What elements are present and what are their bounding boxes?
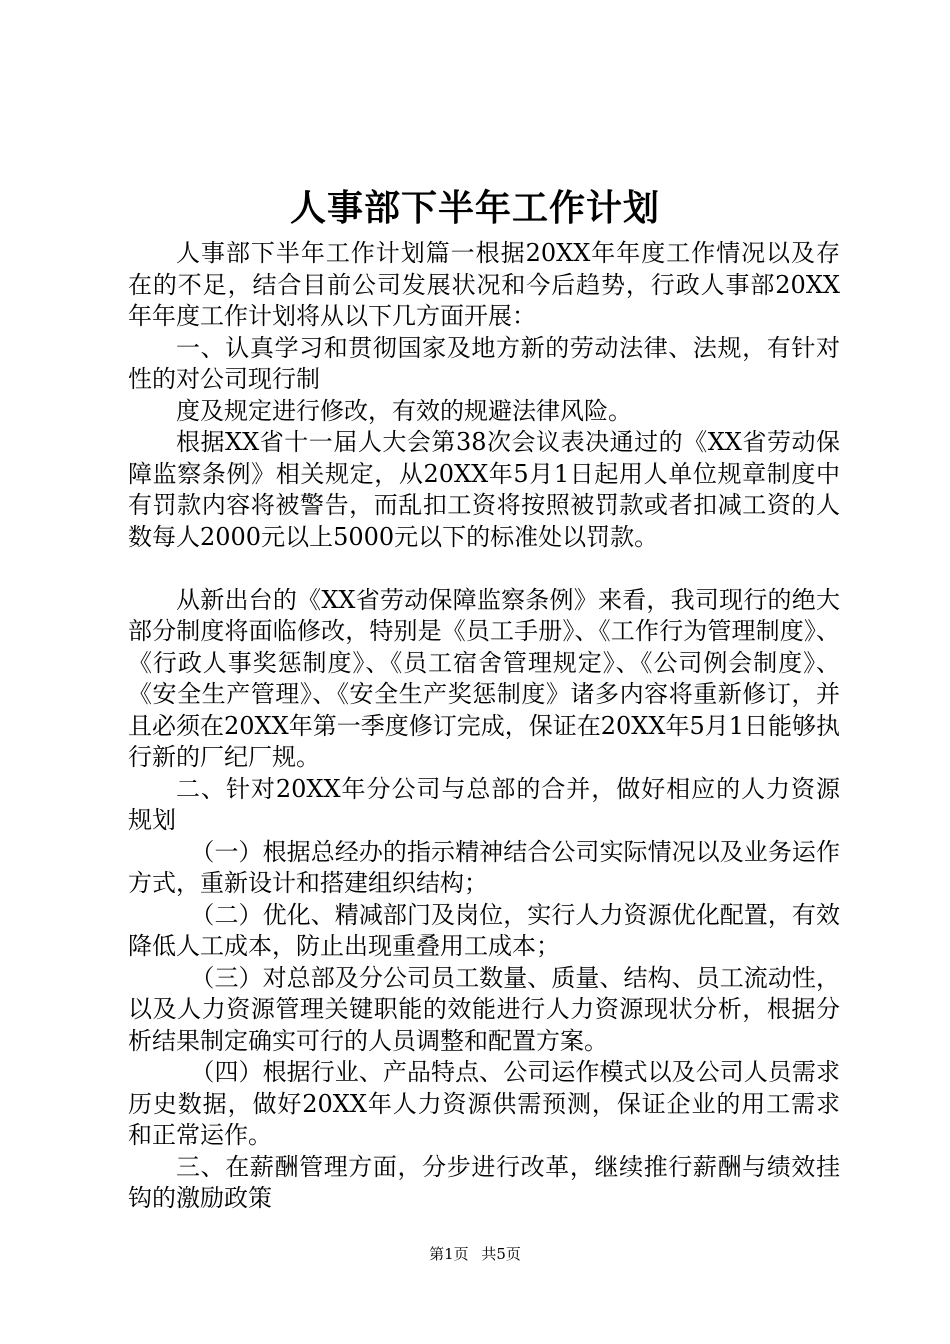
document-body <box>128 238 840 1215</box>
paragraph-section-1-continuation: 度及规定进行修改，有效的规避法律风险。 <box>176 396 632 425</box>
page-footer <box>0 1244 950 1264</box>
paragraph-item-2: （二）优化、精减部门及岗位，实行人力资源优化配置，有效降低人工成本，防止出现重叠用工成本； <box>128 900 840 960</box>
paragraph-revision: 从新出台的《XX省劳动保障监察条例》来看，我司现行的绝大部分制度将面临修改，特别是《员工手册》、《工作行为管理制度》、《行政人事奖惩制度》、《员工宿舍管理规定》、《公司例会制度》、《安全生产管理》、《安全生产奖惩制度》诸多内容将重新修订，并且必须在20XX年第一季度修订完成，保证在20XX年5月1日能够执行新的厂纪厂规。 <box>128 585 840 771</box>
paragraph-intro: 人事部下半年工作计划篇一根据20XX年年度工作情况以及存在的不足，结合目前公司发展状况和今后趋势，行政人事部20XX年年度工作计划将从以下几方面开展： <box>128 239 840 330</box>
paragraph-section-2-heading: 二、针对20XX年分公司与总部的合并，做好相应的人力资源规划 <box>128 774 840 834</box>
paragraph-item-1: （一）根据总经办的指示精神结合公司实际情况以及业务运作方式，重新设计和搭建组织结构； <box>128 837 840 897</box>
paragraph-item-4: （四）根据行业、产品特点、公司运作模式以及公司人员需求历史数据，做好20XX年人力资源供需预测，保证企业的用工需求和正常运作。 <box>128 1058 840 1149</box>
page-number: 第1页 <box>429 1245 469 1263</box>
paragraph-item-3: （三）对总部及分公司员工数量、质量、结构、员工流动性，以及人力资源管理关键职能的效能进行人力资源现状分析，根据分析结果制定确实可行的人员调整和配置方案。 <box>128 963 840 1055</box>
paragraph-regulation: 根据XX省十一届人大会第38次会议表决通过的《XX省劳动保障监察条例》相关规定，从20XX年5月1日起用人单位规章制度中有罚款内容将被警告，而乱扣工资将按照被罚款或者扣减工资的人数每人2000元以上5000元以下的标准处以罚款。 <box>128 428 840 551</box>
document-title: 人事部下半年工作计划 <box>289 187 660 229</box>
paragraph-section-1-heading: 一、认真学习和贯彻国家及地方新的劳动法律、法规，有针对性的对公司现行制 <box>128 333 840 393</box>
paragraph-section-3-heading: 三、在薪酬管理方面，分步进行改革，继续推行薪酬与绩效挂钩的激励政策 <box>128 1152 840 1212</box>
page-total: 共5页 <box>481 1245 521 1263</box>
